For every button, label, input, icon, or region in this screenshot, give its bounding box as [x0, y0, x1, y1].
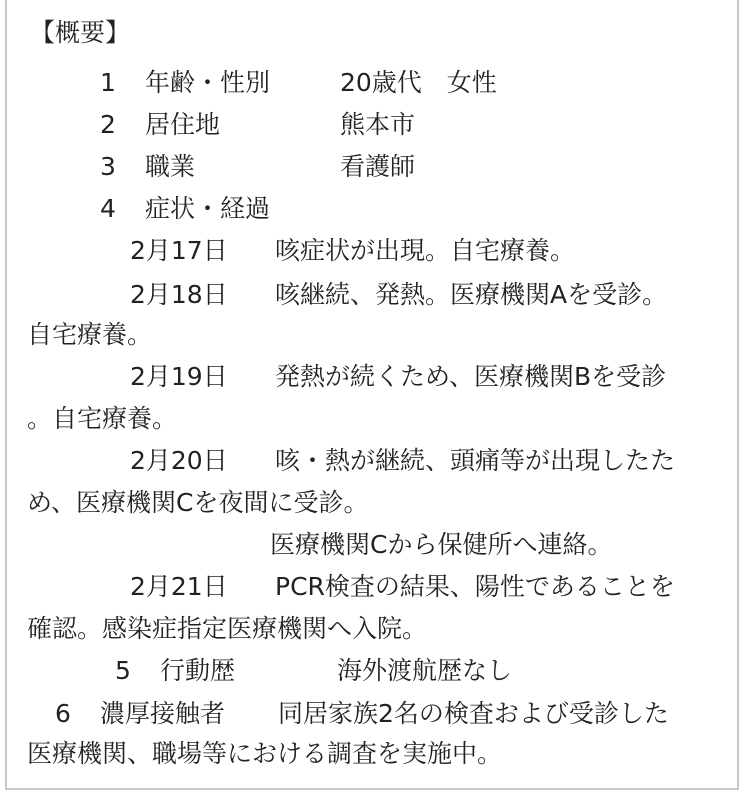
timeline-text: 咳症状が出現。自宅療養。: [275, 236, 576, 265]
timeline-text: 発熱が続くため、医療機関Bを受診: [275, 362, 667, 391]
item-2-number: 2: [100, 110, 116, 139]
item-3-label: 職業: [145, 152, 196, 181]
timeline-text-continued: 医療機関Cから保健所へ連絡。: [270, 530, 613, 559]
timeline-text-continued: め、医療機関Cを夜間に受診。: [27, 488, 369, 517]
timeline-text: 咳・熱が継続、頭痛等が出現したた: [275, 446, 676, 475]
timeline-date: 2月20日: [130, 446, 228, 475]
timeline-date: 2月17日: [130, 236, 228, 265]
item-5-label: 行動歴: [160, 656, 236, 685]
item-5-value: 海外渡航歴なし: [337, 656, 513, 685]
timeline-text: 咳継続、発熱。医療機関Aを受診。: [275, 280, 668, 309]
item-2-label: 居住地: [145, 110, 221, 139]
item-4-number: 4: [100, 194, 116, 223]
timeline-date: 2月21日: [130, 572, 228, 601]
item-3-number: 3: [100, 152, 116, 181]
item-6-value: 同居家族2名の検査および受診した: [278, 699, 669, 728]
item-1-label: 年齢・性別: [145, 68, 271, 97]
item-5-number: 5: [115, 656, 131, 685]
item-2-value: 熊本市: [340, 110, 416, 139]
item-6-value-continued: 医療機関、職場等における調査を実施中。: [27, 739, 503, 768]
timeline-text-continued: 自宅療養。: [27, 320, 153, 349]
section-heading: 【概要】: [30, 18, 131, 47]
timeline-text: PCR検査の結果、陽性であることを: [275, 572, 675, 601]
item-1-value: 20歳代 女性: [340, 68, 497, 97]
item-4-label: 症状・経過: [145, 194, 271, 223]
timeline-date: 2月18日: [130, 280, 228, 309]
item-3-value: 看護師: [340, 152, 416, 181]
item-6-label: 濃厚接触者: [100, 699, 226, 728]
item-1-number: 1: [100, 68, 116, 97]
timeline-date: 2月19日: [130, 362, 228, 391]
timeline-text-continued: 。自宅療養。: [27, 404, 178, 433]
item-6-number: 6: [55, 699, 71, 728]
timeline-text-continued: 確認。感染症指定医療機関へ入院。: [27, 614, 428, 643]
